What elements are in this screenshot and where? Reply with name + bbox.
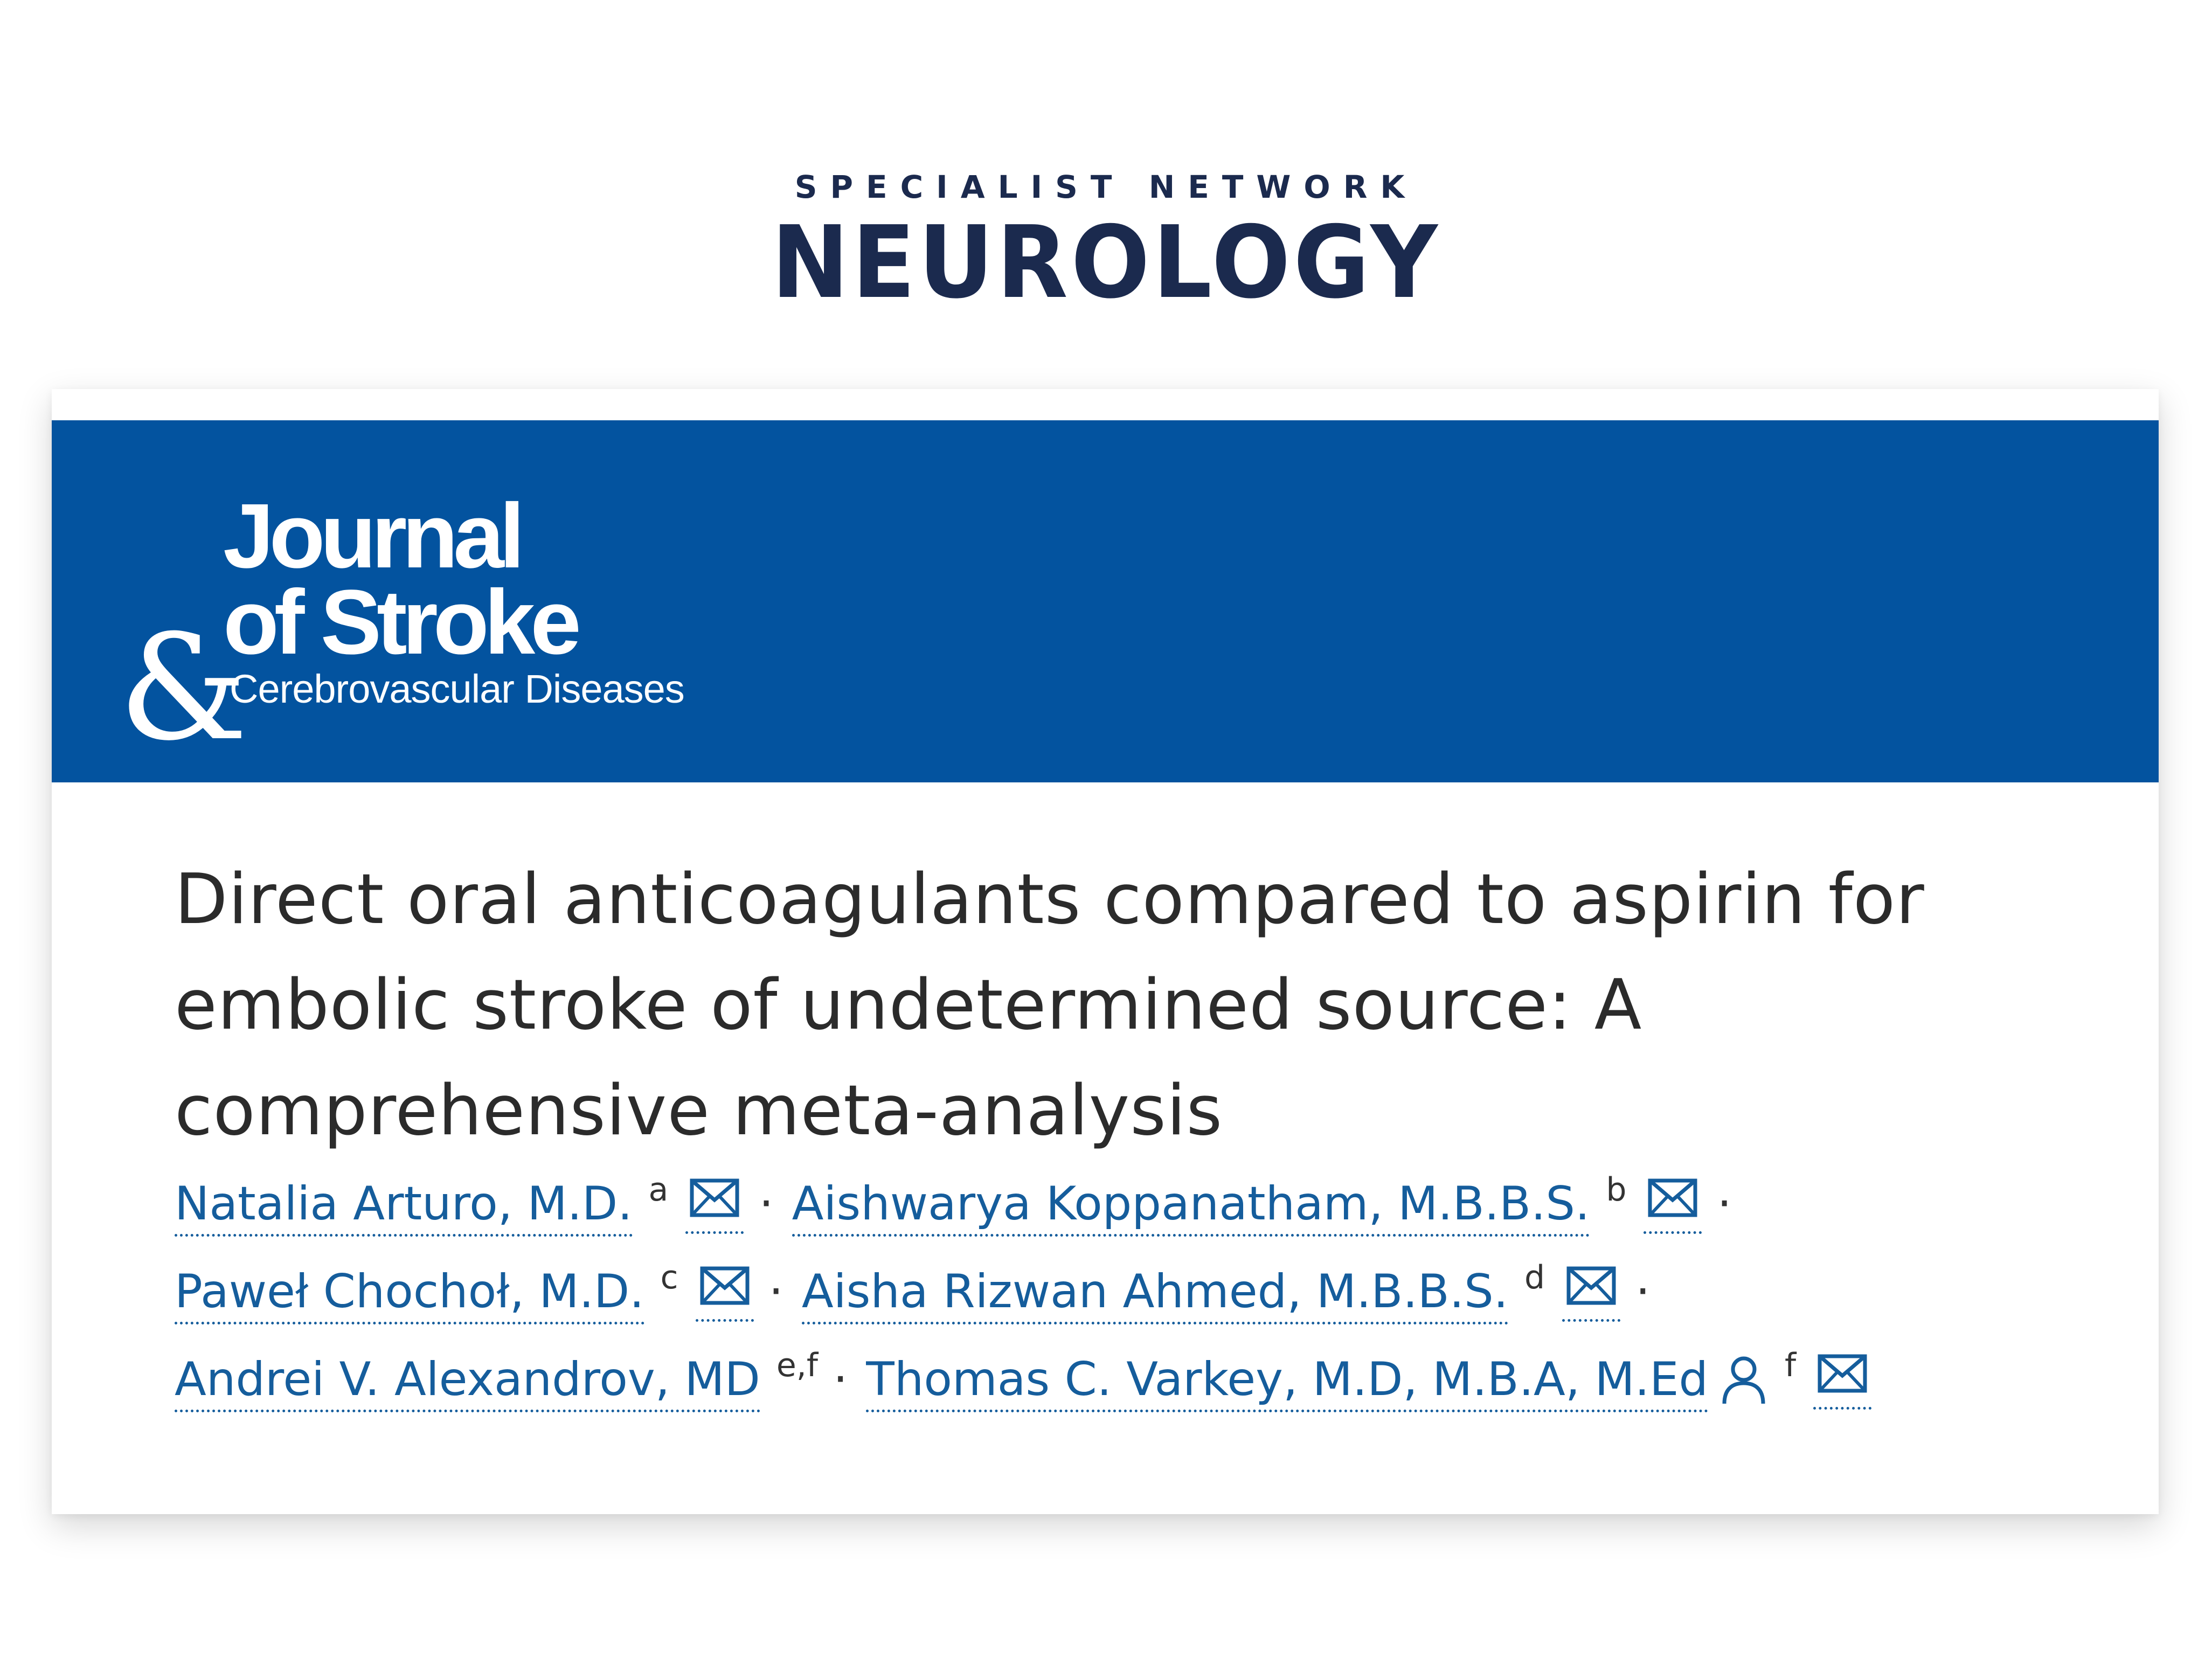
- article-title: [175, 847, 2125, 1164]
- author-separator: ·: [1717, 1177, 1732, 1231]
- affiliation-marker[interactable]: e,f: [776, 1347, 818, 1384]
- author-separator: ·: [768, 1265, 783, 1319]
- author-row: [175, 1171, 2136, 1266]
- affiliation-marker[interactable]: d: [1524, 1259, 1545, 1296]
- author-link[interactable]: Andrei V. Alexandrov, MD: [175, 1354, 760, 1412]
- mail-icon[interactable]: [685, 1176, 744, 1234]
- article-card: [52, 389, 2159, 1514]
- author-row: [175, 1347, 2136, 1442]
- article-title-line-2: embolic stroke of undetermined source: A: [175, 965, 1642, 1045]
- article-title-line-1: Direct oral anticoagulants compared to aspirin for: [175, 859, 1925, 940]
- network-kicker: SPECIALIST NETWORK: [794, 169, 1418, 205]
- affiliation-marker[interactable]: c: [660, 1259, 678, 1296]
- logo-text-cerebrovascular: Cerebrovascular Diseases: [230, 667, 684, 711]
- journal-banner: [52, 420, 2159, 782]
- author-row: [175, 1259, 2136, 1354]
- network-title: NEUROLOGY: [771, 204, 1441, 321]
- journal-logo[interactable]: [52, 420, 806, 782]
- author-link[interactable]: Paweł Chochoł, M.D.: [175, 1266, 644, 1324]
- author-separator: ·: [833, 1352, 848, 1406]
- author-link[interactable]: Aisha Rizwan Ahmed, M.B.B.S.: [802, 1266, 1508, 1324]
- author-link[interactable]: Natalia Arturo, M.D.: [175, 1178, 633, 1237]
- author-link[interactable]: Aishwarya Koppanatham, M.B.B.S.: [792, 1178, 1590, 1237]
- author-link[interactable]: Thomas C. Varkey, M.D, M.B.A, M.Ed: [866, 1354, 1708, 1412]
- affiliation-marker[interactable]: f: [1785, 1347, 1797, 1384]
- logo-text-journal: Journal: [223, 485, 521, 587]
- author-separator: ·: [1635, 1265, 1651, 1319]
- mail-icon[interactable]: [696, 1264, 754, 1322]
- mail-icon[interactable]: [1562, 1264, 1620, 1322]
- article-title-line-3: comprehensive meta-analysis: [175, 1071, 1223, 1151]
- author-separator: ·: [759, 1177, 774, 1231]
- logo-text-of-stroke: of Stroke: [223, 571, 577, 674]
- author-list: [175, 1171, 2136, 1442]
- affiliation-marker[interactable]: b: [1606, 1171, 1627, 1209]
- mail-icon[interactable]: [1813, 1352, 1871, 1410]
- logo-ampersand: &: [119, 603, 248, 773]
- affiliation-marker[interactable]: a: [648, 1171, 669, 1209]
- mail-icon[interactable]: [1644, 1176, 1702, 1234]
- person-icon: [1719, 1353, 1769, 1407]
